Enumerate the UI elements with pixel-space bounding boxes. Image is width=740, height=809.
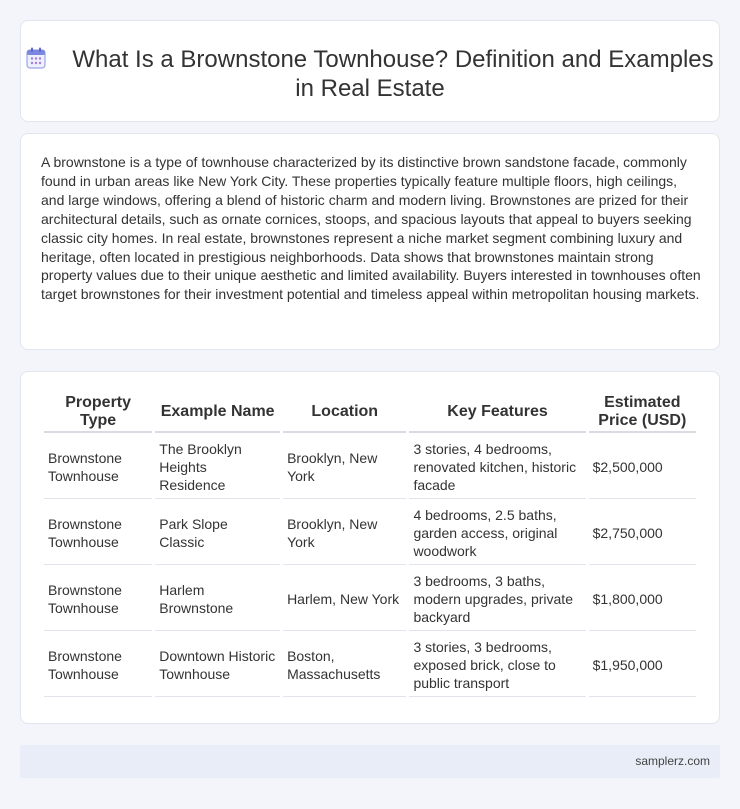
cell-location: Boston, Massachusetts (283, 633, 406, 697)
header-key-features: Key Features (409, 393, 585, 433)
cell-example-name: Downtown Historic Townhouse (155, 633, 280, 697)
header-estimated-price: Estimated Price (USD) (589, 393, 696, 433)
cell-property-type: Brownstone Townhouse (44, 633, 152, 697)
cell-location: Brooklyn, New York (283, 435, 406, 499)
cell-location: Harlem, New York (283, 567, 406, 631)
table-row (44, 435, 696, 499)
header-card (20, 20, 720, 122)
description-card (20, 133, 720, 350)
calendar-icon (26, 47, 46, 69)
cell-property-type: Brownstone Townhouse (44, 567, 152, 631)
table-row (44, 633, 696, 697)
cell-key-features: 3 stories, 4 bedrooms, renovated kitchen, historic facade (409, 435, 585, 499)
cell-key-features: 3 bedrooms, 3 baths, modern upgrades, private backyard (409, 567, 585, 631)
footer-site-link[interactable]: samplerz.com (635, 754, 710, 768)
cell-example-name: Park Slope Classic (155, 501, 280, 565)
header-location: Location (283, 393, 406, 433)
header-example-name: Example Name (155, 393, 280, 433)
cell-location: Brooklyn, New York (283, 501, 406, 565)
page-title-text: What Is a Brownstone Townhouse? Definition and Examples in Real Estate (72, 46, 714, 102)
cell-property-type: Brownstone Townhouse (44, 435, 152, 499)
page-title (21, 45, 719, 103)
table-card (20, 371, 720, 724)
cell-price: $2,500,000 (589, 435, 696, 499)
cell-key-features: 3 stories, 3 bedrooms, exposed brick, close to public transport (409, 633, 585, 697)
header-property-type: Property Type (44, 393, 152, 433)
cell-key-features: 4 bedrooms, 2.5 baths, garden access, original woodwork (409, 501, 585, 565)
cell-property-type: Brownstone Townhouse (44, 501, 152, 565)
table-header-row (44, 393, 696, 433)
cell-price: $1,800,000 (589, 567, 696, 631)
cell-price: $1,950,000 (589, 633, 696, 697)
cell-example-name: Harlem Brownstone (155, 567, 280, 631)
footer-bar (20, 745, 720, 778)
property-table (41, 391, 699, 699)
description-text: A brownstone is a type of townhouse characterized by its distinctive brown sandstone facade, commonly found in urban areas like New York City. These properties typically feature multiple floors, high ceilings, and large windows, offering a blend of historic charm and modern living. Brownstones are prized for their architectural details, such as ornate cornices, stoops, and spacious layouts that appeal to buyers seeking classic city homes. In real estate, brownstones represent a niche market segment combining luxury and heritage, often located in prestigious neighborhoods. Data shows that brownstones maintain strong property values due to their unique aesthetic and limited availability. Buyers interested in townhouses often target brownstones for their investment potential and timeless appeal within metropolitan housing markets. (41, 154, 701, 303)
table-row (44, 501, 696, 565)
table-row (44, 567, 696, 631)
cell-example-name: The Brooklyn Heights Residence (155, 435, 280, 499)
cell-price: $2,750,000 (589, 501, 696, 565)
